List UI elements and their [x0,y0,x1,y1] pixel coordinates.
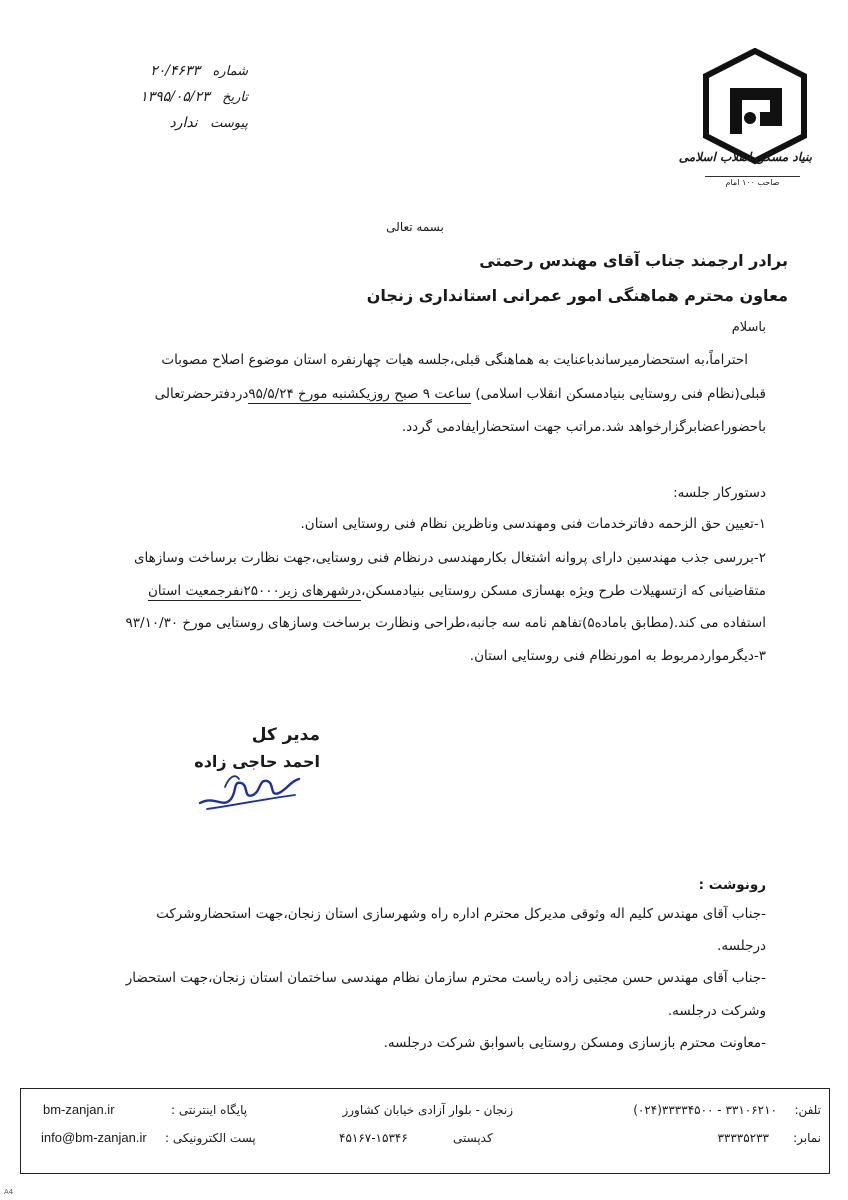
attachment-label: پیوست [210,116,248,131]
handwritten-signature-icon [195,765,305,815]
agenda-item-2-line-1: ۲-بررسی جذب مهندسین دارای پروانه اشتغال بکارمهندسی درنظام فنی روستایی،جهت نظارت برساخت وسازهای [133,550,766,566]
email-link[interactable]: info@bm-zanjan.ir [41,1130,147,1145]
agenda-item-3: ۳-دیگرمواردمربوط به امورنظام فنی روستایی استان. [469,648,766,664]
organization-subtitle: صاحب ۱۰۰ امام [705,176,800,187]
recipient-line-1: برادر ارجمند جناب آقای مهندس رحمتی [479,251,788,270]
letter-meta [118,58,248,136]
attachment-row [118,110,248,136]
signatory-name: احمد حاجی زاده [194,752,320,771]
agenda-item-2-line-2 [46,583,766,599]
date-row [118,84,248,110]
cc-line-5: -معاونت محترم بازسازی ومسکن روستایی باسوابق شرکت درجلسه. [383,1035,766,1051]
attachment-value: ندارد [169,115,198,131]
phone-value: ۳۳۱۰۶۲۱۰ - ۳۳۳۳۴۵۰۰(۰۲۴) [633,1103,777,1117]
agenda-item-2-highlight: درشهرهای زیر۲۵۰۰۰نفرجمعیت استان [147,583,362,599]
fax-label: نمابر: [793,1131,821,1145]
date-value: ۱۳۹۵/۰۵/۲۳ [140,89,210,105]
number-label: شماره [212,64,248,79]
recipient-line-2: معاون محترم هماهنگی امور عمرانی استانداری زنجان [366,286,788,305]
number-value: ۲۰/۴۶۳۳ [150,63,201,79]
date-label: تاریخ [222,90,248,105]
agenda-item-2-line-3: استفاده می کند.(مطابق بامادە۵)تفاهم نامه سه جانبه،طراحی ونظارت برساخت وسازهای روستایی مورخ ۹۳/۱۰/۳۰ [125,615,766,631]
cc-line-2: درجلسه. [717,938,766,954]
cc-line-4: وشرکت درجلسه. [667,1003,766,1019]
website-link[interactable]: bm-zanjan.ir [43,1102,115,1117]
letter-footer [20,1088,830,1174]
paragraph-line-1: احتراماً،به استحضارمیرساندباعنایت به هماهنگی قبلی،جلسه هیات چهارنفره استان موضوع اصلاح مصوبات [161,352,748,368]
paragraph-line-2 [46,386,766,402]
basmala: بسمه تعالی [386,220,444,234]
postal-value: ۴۵۱۶۷-۱۵۳۴۶ [339,1131,408,1145]
greeting: باسلام [731,320,766,335]
paragraph-line-2-start: قبلی(نظام فنی روستایی بنیادمسکن انقلاب اسلامی) [475,386,766,402]
agenda-item-2-line-2-start: متقاضیانی که ازتسهیلات طرح ویژه بهسازی مسکن روستایی بنیادمسکن، [361,583,766,599]
cc-line-1: -جناب آقای مهندس کلیم اله وثوقی مدیرکل محترم اداره راه وشهرسازی استان زنجان،جهت استحضاروشرکت [156,906,766,922]
fax-value: ۳۳۳۳۵۲۳۳ [717,1131,769,1145]
agenda-item-1: ۱-تعیین حق الزحمه دفاترخدمات فنی ومهندسی وناظرین نظام فنی روستایی استان. [300,516,766,532]
postal-label: کدپستی [453,1131,493,1145]
paragraph-line-3: باحضوراعضابرگزارخواهد شد.مراتب جهت استحضارایفادمی گردد. [401,419,766,435]
number-row [118,58,248,84]
paragraph-line-2-end: دردفترحضرتعالی [154,386,249,402]
agenda-title: دستورکار جلسه: [673,485,766,501]
paper-size-mark: A4 [4,1188,14,1196]
organization-logo-icon [678,48,812,193]
email-label: پست الکترونیکی : [165,1131,256,1145]
meeting-time: ساعت ۹ صبح روزیکشنبه مورخ ۹۵/۵/۲۴ [248,386,472,402]
website-label: پایگاه اینترنتی : [171,1103,248,1117]
cc-line-3: -جناب آقای مهندس حسن مجتبی زاده ریاست محترم سازمان نظام مهندسی ساختمان استان زنجان،جهت استحضار [125,970,766,986]
organization-name: بنیاد مسکن انقلاب اسلامی [678,150,812,164]
cc-title: رونوشت : [698,877,766,893]
address: زنجان - بلوار آزادی خیابان کشاورز [342,1103,513,1117]
signatory-title: مدیر کل [251,725,320,745]
phone-label: تلفن: [794,1103,821,1117]
